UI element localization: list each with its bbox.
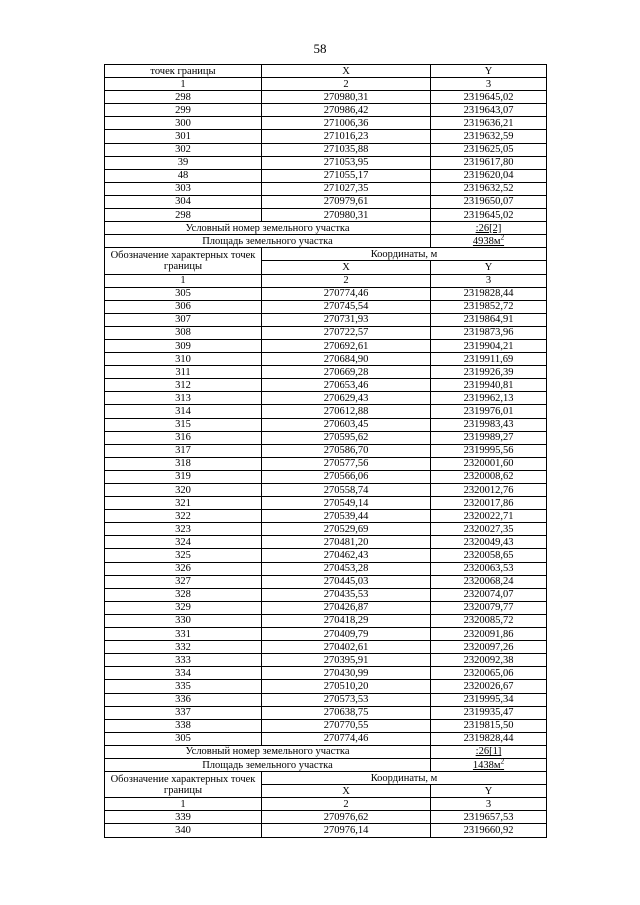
y-column-header: Y [431,65,547,78]
x-coordinate-cell: 271053,95 [262,156,431,169]
y-coordinate-cell: 2320068,24 [431,575,547,588]
point-id-cell: 321 [105,497,262,510]
y-column-header: Y [431,785,547,798]
x-coordinate-cell: 270722,57 [262,326,431,339]
y-coordinate-cell: 2319852,72 [431,300,547,313]
table-row [105,601,547,614]
table-row [105,156,547,169]
x-coordinate-cell: 270986,42 [262,104,431,117]
table-row [105,549,547,562]
info-row [105,758,547,771]
point-id-cell: 328 [105,588,262,601]
y-coordinate-cell: 2319873,96 [431,326,547,339]
x-coordinate-cell: 270595,62 [262,431,431,444]
table-row [105,706,547,719]
point-id-cell: 317 [105,444,262,457]
table-row [105,732,547,745]
x-column-header: X [262,785,431,798]
table-row [105,182,547,195]
column-index-row [105,78,547,91]
table-row [105,470,547,483]
table-row [105,169,547,182]
table-row [105,287,547,300]
table-row [105,339,547,352]
y-coordinate-cell: 2319657,53 [431,811,547,824]
y-coordinate-cell: 2319660,92 [431,824,547,837]
point-id-cell: 322 [105,510,262,523]
column-index-3: 3 [431,274,547,287]
x-coordinate-cell: 271035,88 [262,143,431,156]
coordinates-table [104,64,547,838]
area-value [431,235,547,248]
x-coordinate-cell: 271006,36 [262,117,431,130]
y-coordinate-cell: 2319864,91 [431,313,547,326]
x-coordinate-cell: 270549,14 [262,497,431,510]
table-row [105,392,547,405]
column-index-1: 1 [105,78,262,91]
y-coordinate-cell: 2319645,02 [431,91,547,104]
cadastral-number-value [431,222,547,235]
x-coordinate-cell: 270979,61 [262,195,431,208]
point-id-cell: 307 [105,313,262,326]
y-coordinate-cell: 2320091,86 [431,628,547,641]
y-coordinate-cell: 2319636,21 [431,117,547,130]
point-id-cell: 337 [105,706,262,719]
cadastral-number-text: :26[1] [475,746,502,758]
table-row [105,641,547,654]
x-coordinate-cell: 270445,03 [262,575,431,588]
column-index-2: 2 [262,78,431,91]
table-row [105,117,547,130]
table-row [105,536,547,549]
table-row [105,209,547,222]
y-coordinate-cell: 2319617,80 [431,156,547,169]
coordinates-header: Координаты, м [262,248,547,261]
y-coordinate-cell: 2320049,43 [431,536,547,549]
table-row [105,484,547,497]
x-coordinate-cell: 270426,87 [262,601,431,614]
table-row [105,667,547,680]
x-coordinate-cell: 270980,31 [262,91,431,104]
point-id-cell: 301 [105,130,262,143]
point-id-cell: 336 [105,693,262,706]
y-coordinate-cell: 2319995,56 [431,444,547,457]
x-coordinate-cell: 270745,54 [262,300,431,313]
y-coordinate-cell: 2320063,53 [431,562,547,575]
x-coordinate-cell: 270558,74 [262,484,431,497]
x-coordinate-cell: 270395,91 [262,654,431,667]
x-coordinate-cell: 270462,43 [262,549,431,562]
y-coordinate-cell: 2319935,47 [431,706,547,719]
table-row [105,366,547,379]
point-id-cell: 304 [105,195,262,208]
x-coordinate-cell: 270603,45 [262,418,431,431]
x-coordinate-cell: 270976,62 [262,811,431,824]
point-id-cell: 320 [105,484,262,497]
column-index-1: 1 [105,274,262,287]
y-coordinate-cell: 2319926,39 [431,366,547,379]
table-row [105,130,547,143]
table-row [105,510,547,523]
point-id-cell: 306 [105,300,262,313]
y-coordinate-cell: 2319995,34 [431,693,547,706]
x-coordinate-cell: 270980,31 [262,209,431,222]
y-coordinate-cell: 2319904,21 [431,339,547,352]
y-coordinate-cell: 2319828,44 [431,287,547,300]
point-id-cell: 318 [105,457,262,470]
x-coordinate-cell: 270573,53 [262,693,431,706]
x-coordinate-cell: 270539,44 [262,510,431,523]
x-coordinate-cell: 270577,56 [262,457,431,470]
table-row [105,379,547,392]
column-index-3: 3 [431,78,547,91]
y-coordinate-cell: 2320085,72 [431,614,547,627]
y-coordinate-cell: 2319828,44 [431,732,547,745]
point-id-cell: 303 [105,182,262,195]
cadastral-number-label: Условный номер земельного участка [105,745,431,758]
table-row [105,628,547,641]
point-id-cell: 48 [105,169,262,182]
y-coordinate-cell: 2320097,26 [431,641,547,654]
point-id-cell: 319 [105,470,262,483]
column-index-2: 2 [262,274,431,287]
y-coordinate-cell: 2320079,77 [431,601,547,614]
y-coordinate-cell: 2320008,62 [431,470,547,483]
table-row [105,313,547,326]
x-coordinate-cell: 271055,17 [262,169,431,182]
y-coordinate-cell: 2320058,65 [431,549,547,562]
coordinates-table-body [105,65,547,838]
cadastral-number-label: Условный номер земельного участка [105,222,431,235]
y-coordinate-cell: 2320026,67 [431,680,547,693]
y-coordinate-cell: 2319989,27 [431,431,547,444]
table-row [105,575,547,588]
x-coordinate-cell: 270774,46 [262,732,431,745]
table-row [105,353,547,366]
y-coordinate-cell: 2320017,86 [431,497,547,510]
table-row [105,326,547,339]
point-id-cell: 334 [105,667,262,680]
y-coordinate-cell: 2319632,59 [431,130,547,143]
column-index-3: 3 [431,798,547,811]
table-row [105,418,547,431]
table-row [105,431,547,444]
page-number: 58 [313,41,327,56]
y-coordinate-cell: 2319976,01 [431,405,547,418]
y-coordinate-cell: 2320001,60 [431,457,547,470]
x-coordinate-cell: 270629,43 [262,392,431,405]
header-row [105,772,547,785]
point-id-cell: 330 [105,614,262,627]
y-coordinate-cell: 2319643,07 [431,104,547,117]
y-coordinate-cell: 2319645,02 [431,209,547,222]
x-coordinate-cell: 270409,79 [262,628,431,641]
point-id-cell: 327 [105,575,262,588]
point-id-cell: 299 [105,104,262,117]
y-coordinate-cell: 2320027,35 [431,523,547,536]
x-coordinate-cell: 270684,90 [262,353,431,366]
y-coordinate-cell: 2319962,13 [431,392,547,405]
y-coordinate-cell: 2320092,38 [431,654,547,667]
point-id-cell: 298 [105,209,262,222]
area-label: Площадь земельного участка [105,235,431,248]
point-id-cell: 339 [105,811,262,824]
point-id-cell: 323 [105,523,262,536]
x-coordinate-cell: 270402,61 [262,641,431,654]
table-row [105,654,547,667]
table-row [105,588,547,601]
point-id-cell: 316 [105,431,262,444]
y-coordinate-cell: 2319983,43 [431,418,547,431]
point-id-cell: 39 [105,156,262,169]
x-coordinate-cell: 270529,69 [262,523,431,536]
table-row [105,693,547,706]
y-coordinate-cell: 2319625,05 [431,143,547,156]
x-coordinate-cell: 271016,23 [262,130,431,143]
y-coordinate-cell: 2320012,76 [431,484,547,497]
y-coordinate-cell: 2319620,04 [431,169,547,182]
x-coordinate-cell: 271027,35 [262,182,431,195]
point-id-cell: 300 [105,117,262,130]
x-coordinate-cell: 270453,28 [262,562,431,575]
cadastral-number-value [431,745,547,758]
point-id-cell: 302 [105,143,262,156]
x-coordinate-cell: 270510,20 [262,680,431,693]
x-coordinate-cell: 270731,93 [262,313,431,326]
x-coordinate-cell: 270692,61 [262,339,431,352]
x-coordinate-cell: 270435,53 [262,588,431,601]
point-id-cell: 326 [105,562,262,575]
table-row [105,523,547,536]
y-coordinate-cell: 2319632,52 [431,182,547,195]
point-id-cell: 324 [105,536,262,549]
area-text: $1438м^2$ [472,758,505,771]
column-index-row [105,798,547,811]
x-coordinate-cell: 270586,70 [262,444,431,457]
point-designation-header: точек границы [105,65,262,78]
header-row [105,248,547,261]
x-coordinate-cell: 270612,88 [262,405,431,418]
y-column-header: Y [431,261,547,274]
point-id-cell: 338 [105,719,262,732]
cadastral-number-text: :26[2] [475,222,502,234]
point-id-cell: 331 [105,628,262,641]
table-row [105,195,547,208]
point-id-cell: 298 [105,91,262,104]
column-index-1: 1 [105,798,262,811]
table-row [105,143,547,156]
table-row [105,457,547,470]
x-coordinate-cell: 270653,46 [262,379,431,392]
x-column-header: X [262,261,431,274]
point-id-cell: 305 [105,287,262,300]
y-coordinate-cell: 2320022,71 [431,510,547,523]
point-id-cell: 325 [105,549,262,562]
area-text: $4938м^2$ [472,234,505,247]
x-coordinate-cell: 270430,99 [262,667,431,680]
point-id-cell: 314 [105,405,262,418]
x-coordinate-cell: 270418,29 [262,614,431,627]
y-coordinate-cell: 2319940,81 [431,379,547,392]
point-id-cell: 315 [105,418,262,431]
point-id-cell: 332 [105,641,262,654]
coordinates-header: Координаты, м [262,772,547,785]
table-row [105,614,547,627]
x-coordinate-cell: 270638,75 [262,706,431,719]
header-row [105,65,547,78]
table-row [105,719,547,732]
info-row [105,235,547,248]
y-coordinate-cell: 2319815,50 [431,719,547,732]
area-value [431,758,547,771]
column-index-row [105,274,547,287]
point-id-cell: 333 [105,654,262,667]
x-coordinate-cell: 270566,06 [262,470,431,483]
point-id-cell: 311 [105,366,262,379]
point-id-cell: 310 [105,353,262,366]
point-id-cell: 312 [105,379,262,392]
point-designation-header: Обозначение характерных точек границы [105,772,262,798]
x-coordinate-cell: 270774,46 [262,287,431,300]
table-row [105,104,547,117]
table-row [105,91,547,104]
point-id-cell: 305 [105,732,262,745]
area-unit-superscript: 2 [500,234,505,242]
table-row [105,680,547,693]
point-id-cell: 313 [105,392,262,405]
area-unit-superscript: 2 [500,758,505,766]
table-row [105,824,547,837]
area-label: Площадь земельного участка [105,758,431,771]
info-row [105,222,547,235]
table-row [105,300,547,313]
x-coordinate-cell: 270976,14 [262,824,431,837]
x-coordinate-cell: 270770,55 [262,719,431,732]
x-coordinate-cell: 270481,20 [262,536,431,549]
table-row [105,811,547,824]
info-row [105,745,547,758]
y-coordinate-cell: 2320065,06 [431,667,547,680]
y-coordinate-cell: 2320074,07 [431,588,547,601]
y-coordinate-cell: 2319911,69 [431,353,547,366]
table-row [105,444,547,457]
table-row [105,562,547,575]
point-id-cell: 329 [105,601,262,614]
table-row [105,497,547,510]
point-designation-header: Обозначение характерных точек границы [105,248,262,274]
point-id-cell: 308 [105,326,262,339]
point-id-cell: 335 [105,680,262,693]
column-index-2: 2 [262,798,431,811]
table-row [105,405,547,418]
x-coordinate-cell: 270669,28 [262,366,431,379]
x-column-header: X [262,65,431,78]
point-id-cell: 309 [105,339,262,352]
y-coordinate-cell: 2319650,07 [431,195,547,208]
point-id-cell: 340 [105,824,262,837]
